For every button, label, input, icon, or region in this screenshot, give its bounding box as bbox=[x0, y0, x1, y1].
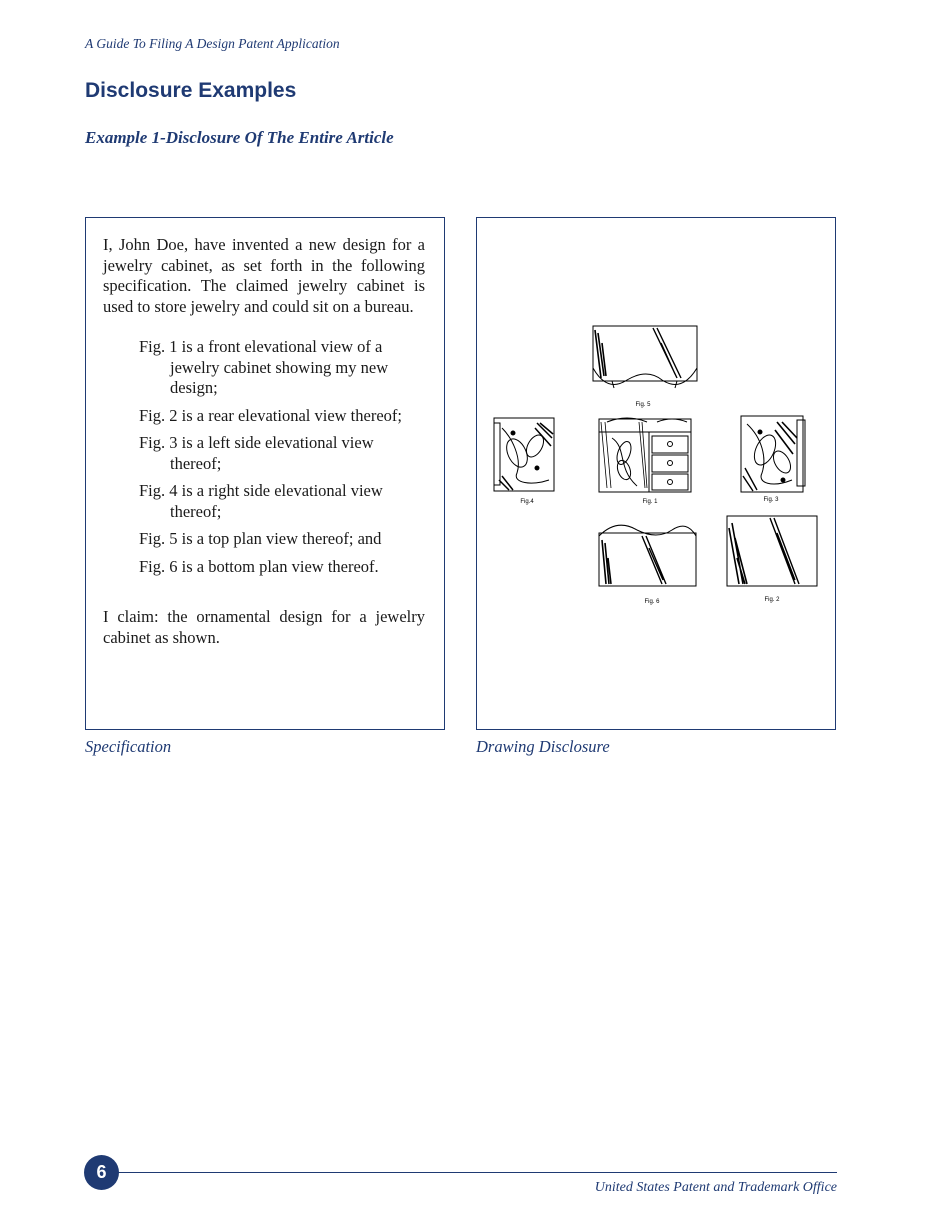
fig4-right-side-drawing bbox=[494, 418, 554, 491]
fig6-label: Fig. 6 bbox=[644, 599, 660, 605]
footer-publisher: United States Patent and Trademark Office bbox=[594, 1180, 837, 1195]
fig6-bottom-plan-drawing bbox=[599, 525, 696, 586]
figure-description: Fig. 4 is a right side elevational view thereof; bbox=[139, 481, 383, 521]
example-subtitle: Example 1-Disclosure Of The Entire Article bbox=[85, 128, 394, 147]
figure-description: Fig. 3 is a left side elevational view thereof; bbox=[139, 433, 374, 473]
running-head: A Guide To Filing A Design Patent Application bbox=[85, 36, 340, 51]
spec-intro: I, John Doe, have invented a new design for a jewelry cabinet, as set forth in the following specification. The claimed jewelry cabinet is used to store jewelry and could sit on a bureau. bbox=[103, 235, 425, 316]
fig1-label: Fig. 1 bbox=[642, 499, 658, 505]
fig2-label: Fig. 2 bbox=[764, 597, 780, 603]
fig1-front-elevation-drawing bbox=[599, 418, 691, 492]
figure-list bbox=[103, 337, 425, 577]
figure-description: Fig. 5 is a top plan view thereof; and bbox=[139, 529, 382, 548]
patent-drawing-sheet bbox=[477, 218, 835, 729]
figure-description: Fig. 6 is a bottom plan view thereof. bbox=[139, 556, 379, 576]
page-title: Disclosure Examples bbox=[85, 79, 297, 102]
specification-text bbox=[103, 235, 425, 648]
fig5-top-plan-drawing bbox=[593, 326, 697, 388]
page-number-badge: 6 bbox=[84, 1155, 119, 1190]
fig5-label: Fig. 5 bbox=[635, 402, 651, 408]
specification-box bbox=[85, 217, 445, 730]
fig4-label: Fig.4 bbox=[520, 499, 534, 505]
drawing-box bbox=[476, 217, 836, 730]
fig3-left-side-drawing bbox=[741, 416, 805, 492]
footer-rule bbox=[118, 1172, 837, 1173]
drawing-caption: Drawing Disclosure bbox=[476, 737, 610, 756]
figure-description: Fig. 1 is a front elevational view of a jewelry cabinet showing my new design; bbox=[139, 337, 389, 397]
spec-claim: I claim: the ornamental design for a jewelry cabinet as shown. bbox=[103, 607, 425, 647]
fig3-label: Fig. 3 bbox=[763, 497, 779, 503]
specification-caption: Specification bbox=[85, 737, 172, 756]
fig2-rear-elevation-drawing bbox=[727, 516, 817, 586]
figure-description: Fig. 2 is a rear elevational view thereof; bbox=[139, 405, 402, 425]
